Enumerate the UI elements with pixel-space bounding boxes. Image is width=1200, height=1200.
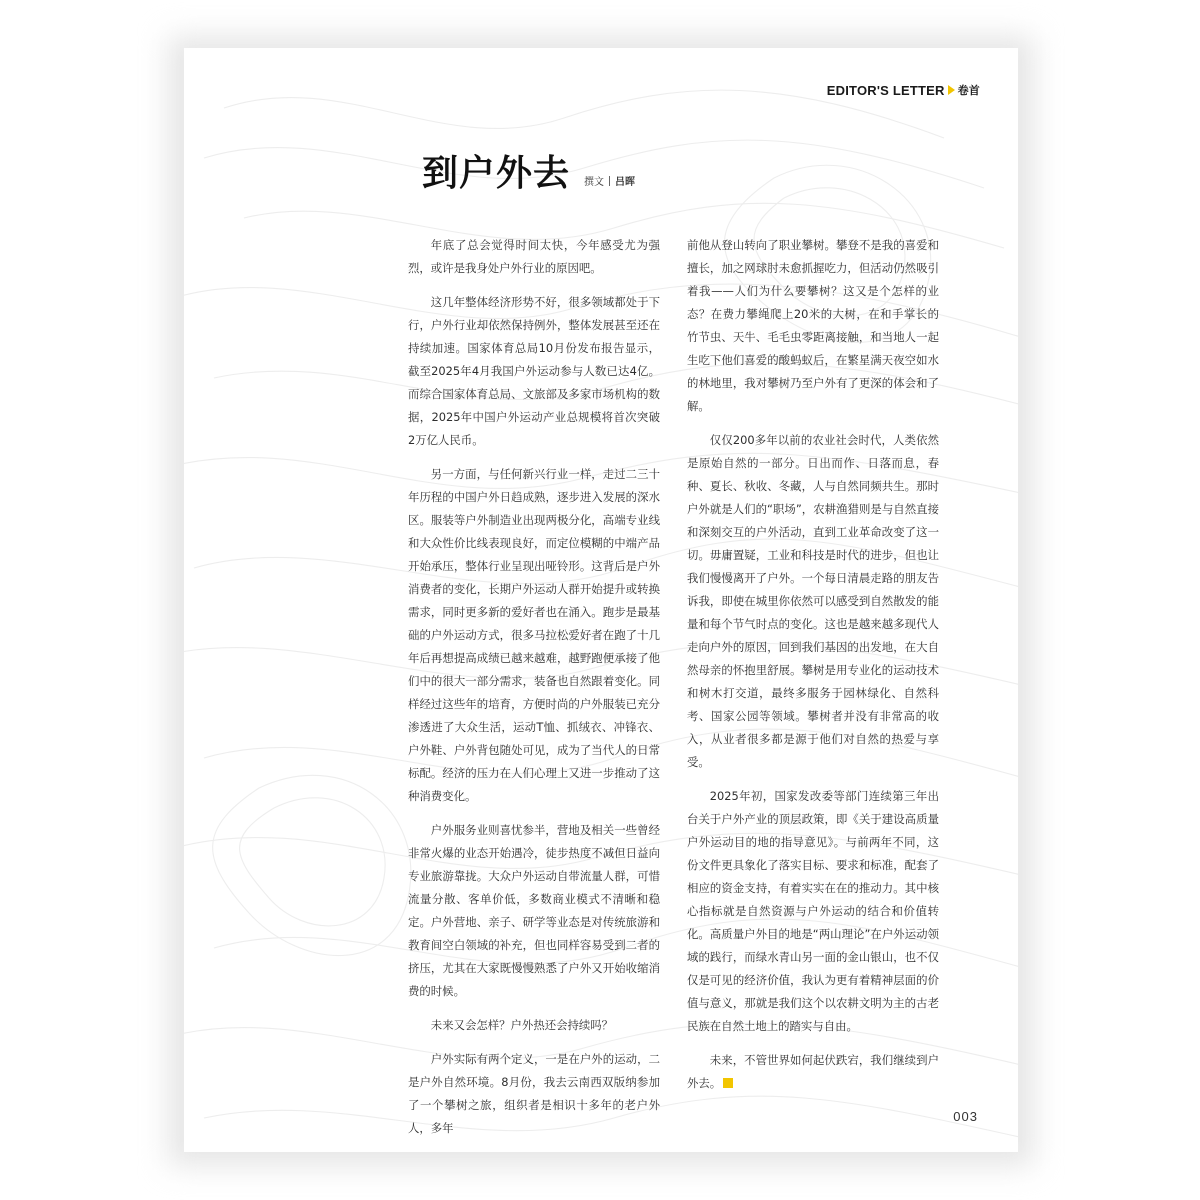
byline-divider <box>609 176 610 186</box>
paragraph: 仅仅200多年以前的农业社会时代，人类依然是原始自然的一部分。日出而作、日落而息，春种、夏长、秋收、冬藏，人与自然同频共生。那时户外就是人们的“职场”，农耕渔猎则是与自然直接和深刻交互的户外活动，直到工业革命改变了这一切。毋庸置疑，工业和科技是时代的进步，但也让我们慢慢离开了户外。一个每日清晨走路的朋友告诉我，即使在城里你依然可以感受到自然散发的能量和每个节气时点的变化。这也是越来越多现代人走向户外的原因，回到我们基因的出发地，在大自然母亲的怀抱里舒展。攀树是用专业化的运动技术和树木打交道，最终多服务于园林绿化、自然科考、国家公园等领域。攀树者并没有非常高的收入，从业者很多都是源于他们对自然的热爱与享受。 <box>687 433 939 769</box>
magazine-page <box>184 48 1018 1152</box>
section-label-cn: 卷首 <box>957 85 980 97</box>
left-column <box>408 234 660 1151</box>
right-column <box>687 234 939 1106</box>
byline-label: 撰文 <box>584 177 605 188</box>
author-name: 吕晖 <box>615 177 636 188</box>
title-row <box>422 153 636 194</box>
page-number: 003 <box>953 1109 978 1124</box>
arrow-icon <box>948 85 955 95</box>
section-label <box>827 82 980 98</box>
paragraph: 2025年初，国家发改委等部门连续第三年出台关于户外产业的顶层政策，即《关于建设高质量户外运动目的地的指导意见》。与前两年不同，这份文件更具象化了落实目标、要求和标准，配套了相应的资金支持，有着实实在在的推动力。其中核心指标就是自然资源与户外运动的结合和价值转化。高质量户外目的地是“两山理论”在户外运动领域的践行，而绿水青山另一面的金山银山，也不仅仅是可见的经济价值，我认为更有着精神层面的价值与意义，那就是我们这个以农耕文明为主的古老民族在自然土地上的踏实与自由。 <box>687 789 939 1033</box>
closing-text: 未来，不管世界如何起伏跌宕，我们继续到户外去。 <box>687 1053 939 1090</box>
paragraph-continuation: 前他从登山转向了职业攀树。攀登不是我的喜爱和擅长，加之网球肘未愈抓握吃力，但活动仍然吸引着我——人们为什么要攀树？这又是个怎样的业态？在费力攀绳爬上20米的大树，在和手掌长的竹节虫、天牛、毛毛虫零距离接触，和当地人一起生吃下他们喜爱的酸蚂蚁后，在繁星满天夜空如水的林地里，我对攀树乃至户外有了更深的体会和了解。 <box>687 238 939 413</box>
paragraph: 年底了总会觉得时间太快，今年感受尤为强烈，或许是我身处户外行业的原因吧。 <box>408 238 660 275</box>
paragraph: 户外服务业则喜忧参半，营地及相关一些曾经非常火爆的业态开始遇冷，徒步热度不减但日益向专业旅游靠拢。大众户外运动自带流量人群，可惜流量分散、客单价低，多数商业模式不清晰和稳定。户外营地、亲子、研学等业态是对传统旅游和教育间空白领域的补充，但也同样容易受到二者的挤压，尤其在大家既慢慢熟悉了户外又开始收缩消费的时候。 <box>408 823 660 998</box>
section-label-en: EDITOR'S LETTER <box>826 82 945 98</box>
paragraph: 户外实际有两个定义，一是在户外的运动，二是户外自然环境。8月份，我去云南西双版纳参加了一个攀树之旅，组织者是相识十多年的老户外人，多年 <box>408 1052 660 1135</box>
paragraph: 这几年整体经济形势不好，很多领域都处于下行，户外行业却依然保持例外，整体发展甚至还在持续加速。国家体育总局10月份发布报告显示，截至2025年4月我国户外运动参与人数已达4亿。而综合国家体育总局、文旅部及多家市场机构的数据，2025年中国户外运动产业总规模将首次突破2万亿人民币。 <box>408 295 660 447</box>
paragraph: 未来又会怎样？户外热还会持续吗？ <box>430 1018 614 1032</box>
closing-paragraph <box>687 1049 939 1095</box>
byline <box>584 173 635 192</box>
end-mark-icon <box>723 1078 733 1088</box>
article-title: 到户外去 <box>422 153 571 194</box>
paragraph: 另一方面，与任何新兴行业一样，走过二三十年历程的中国户外日趋成熟，逐步进入发展的深水区。服装等户外制造业出现两极分化，高端专业线和大众性价比线表现良好，而定位模糊的中端产品开始承压，整体行业呈现出哑铃形。这背后是户外消费者的变化，长期户外运动人群开始提升或转换需求，同时更多新的爱好者也在涌入。跑步是最基础的户外运动方式，很多马拉松爱好者在跑了十几年后再想提高成绩已越来越难，越野跑便承接了他们中的很大一部分需求，装备也自然跟着变化。同样经过这些年的培育，方便时尚的户外服装已充分渗透进了大众生活，运动T恤、抓绒衣、冲锋衣、户外鞋、户外背包随处可见，成为了当代人的日常标配。经济的压力在人们心理上又进一步推动了这种消费变化。 <box>408 467 660 803</box>
